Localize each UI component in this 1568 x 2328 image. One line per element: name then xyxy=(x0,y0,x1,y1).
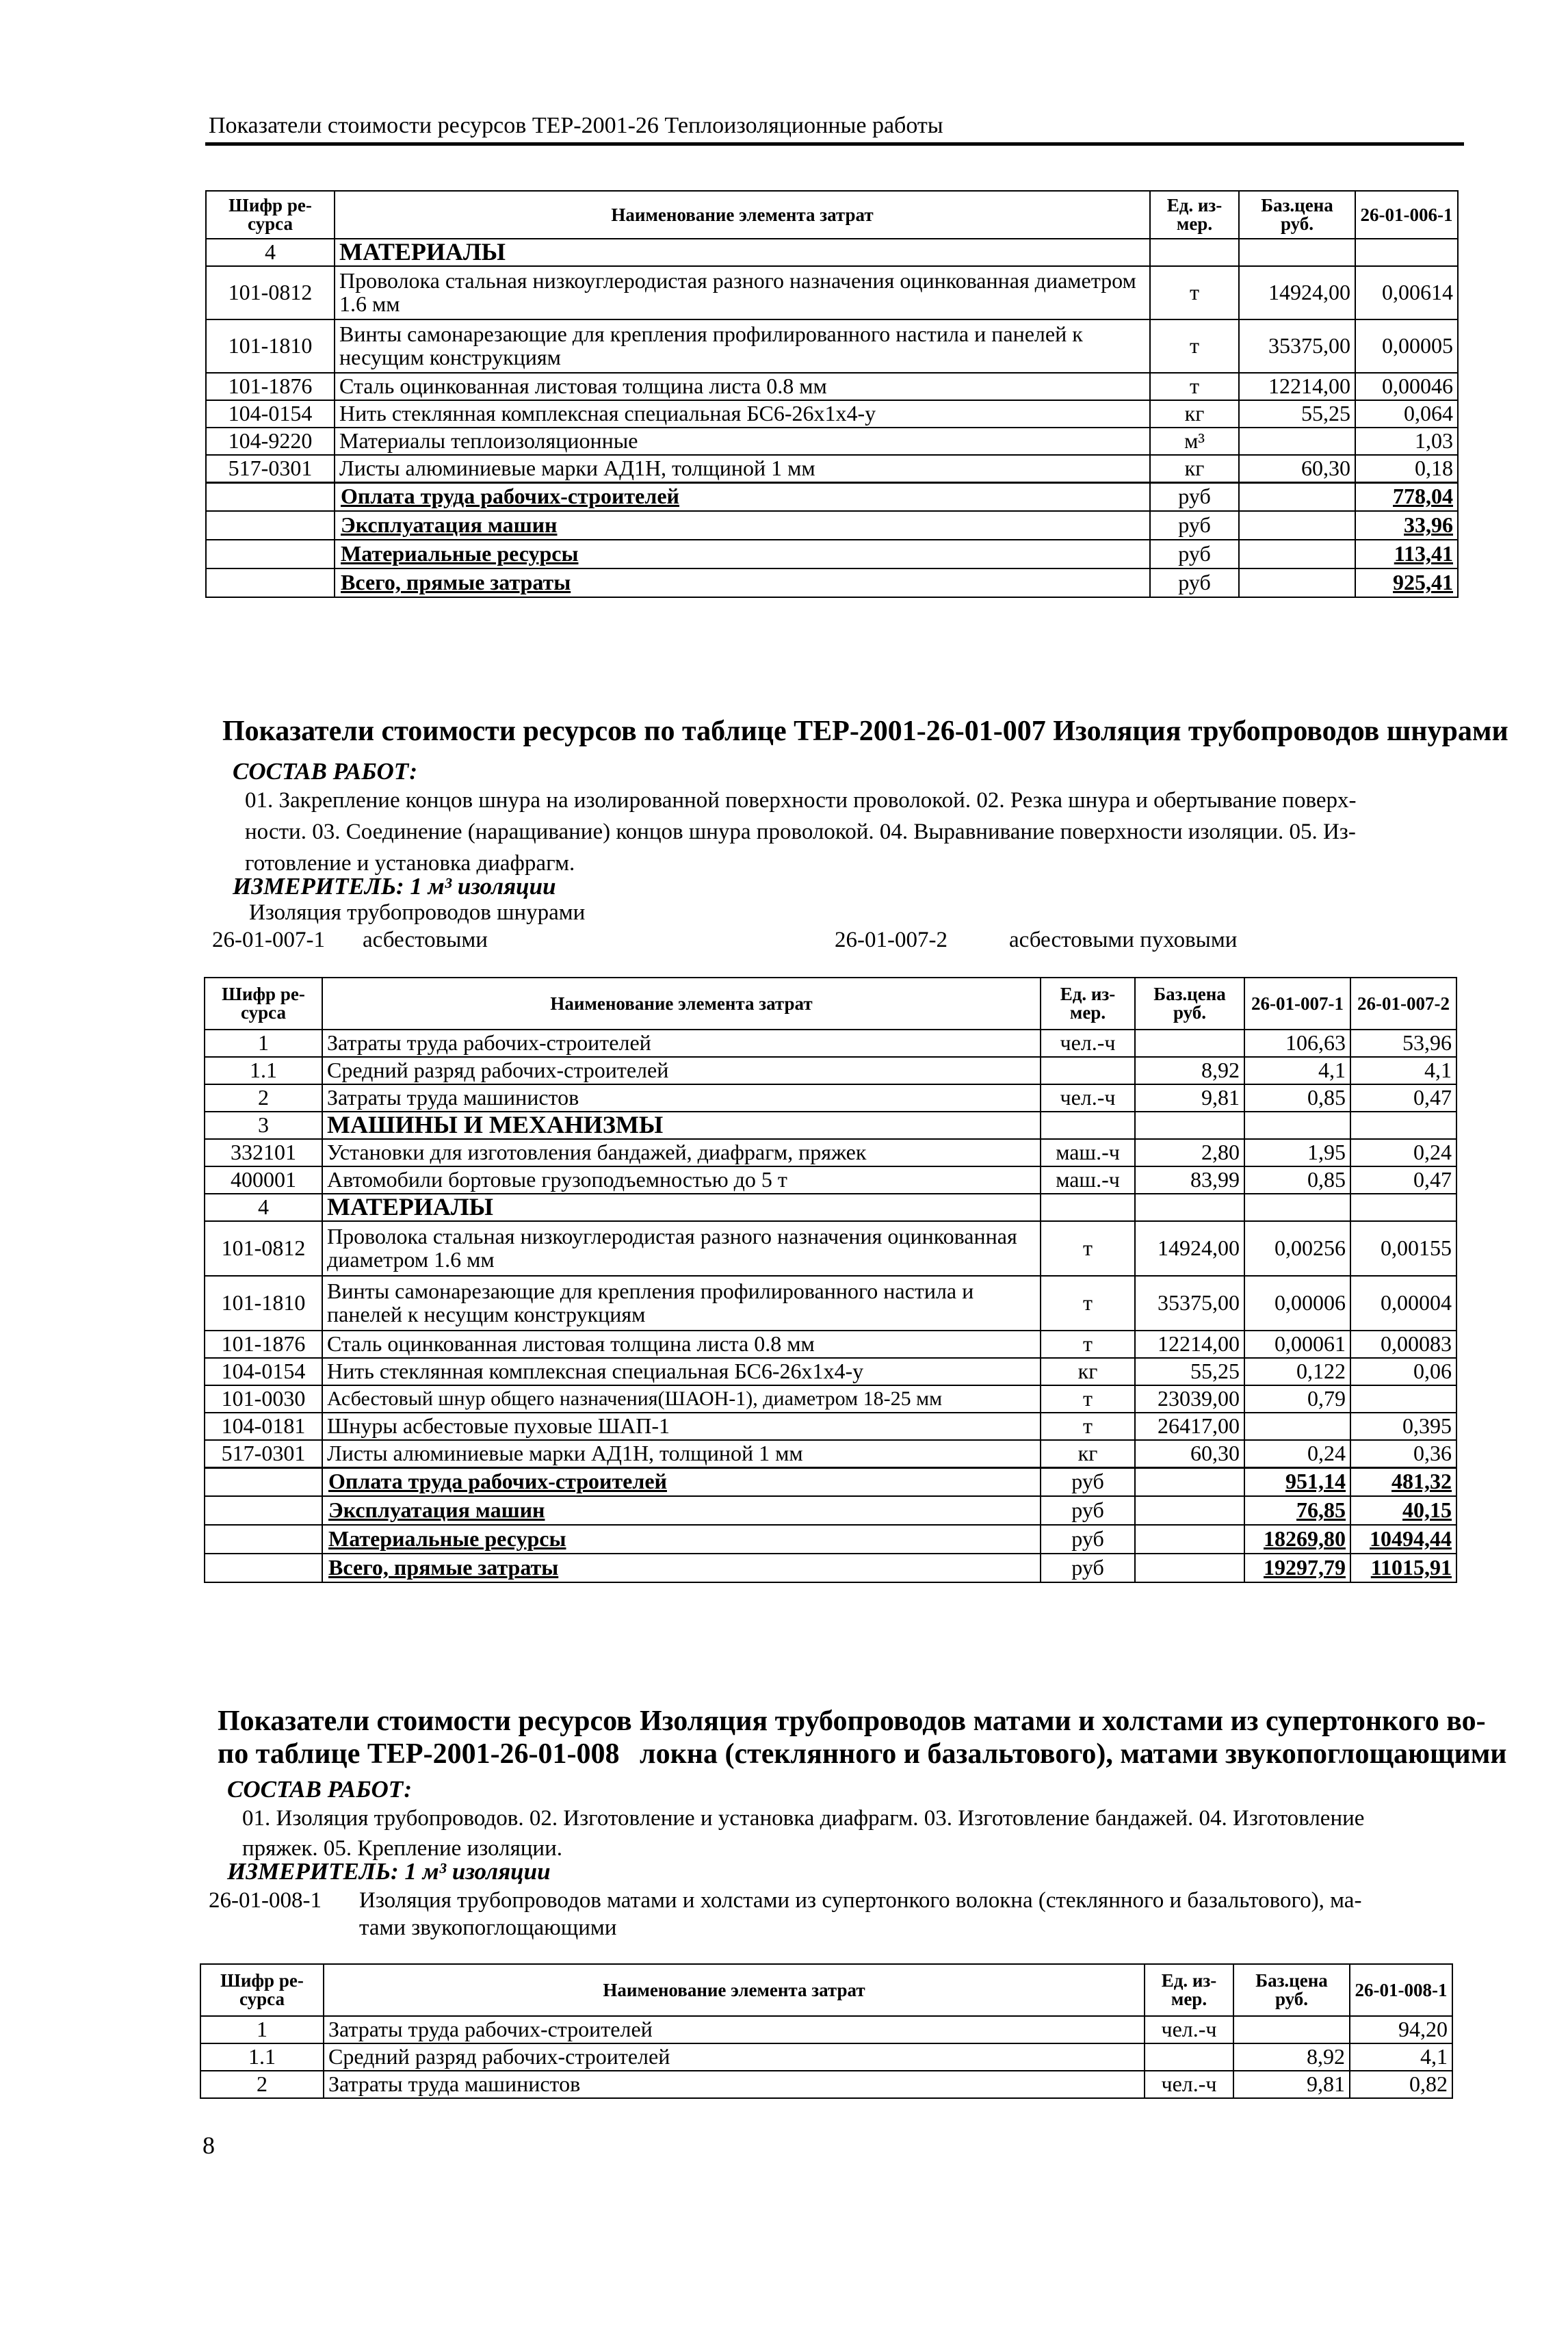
cell-code: 101-1810 xyxy=(206,319,335,373)
cell-name: Винты самонарезающие для крепления профилированного настила и панелей к несущим конструкциям xyxy=(335,319,1150,373)
header-norm: 26-01-006-1 xyxy=(1355,191,1458,239)
cell-code: 101-0812 xyxy=(206,266,335,319)
izmeritel: ИЗМЕРИТЕЛЬ: 1 м³ изоляции xyxy=(233,873,556,900)
cell-name: Проволока стальная низкоуглеродистая разного назначения оцинкованная диаметром 1.6 мм xyxy=(335,266,1150,319)
cell-price xyxy=(1135,1030,1244,1057)
variant-code: 26-01-008-1 xyxy=(209,1888,322,1913)
sostav-text: ности. 03. Соединение (наращивание) концов шнура проволокой. 04. Выравнивание поверхности изоляции. 05. Из- xyxy=(245,820,1356,844)
header-unit: Ед. из-мер. xyxy=(1145,1964,1233,2016)
total-unit: руб xyxy=(1041,1554,1135,1582)
table-row xyxy=(206,319,1458,373)
cell-code: 104-0154 xyxy=(206,400,335,428)
cell-value: 0,85 xyxy=(1244,1084,1350,1112)
table-row xyxy=(205,1139,1456,1166)
cell-unit: т xyxy=(1150,319,1239,373)
cell-price: 55,25 xyxy=(1239,400,1355,428)
resource-table-26-01-008 xyxy=(200,1963,1453,2099)
table-row xyxy=(205,1112,1456,1139)
cell-unit: кг xyxy=(1041,1440,1135,1467)
subtitle: Изоляция трубопроводов шнурами xyxy=(249,900,586,925)
cell-value: 0,82 xyxy=(1350,2071,1452,2098)
total-unit: руб xyxy=(1150,540,1239,568)
cell-name: Шнуры асбестовые пуховые ШАП-1 xyxy=(322,1413,1041,1440)
cell-code: 4 xyxy=(205,1194,322,1221)
section-title-left: по таблице ТЕР-2001-26-01-008 xyxy=(218,1738,620,1770)
cell-unit: т xyxy=(1041,1221,1135,1276)
cell-name: Средний разряд рабочих-строителей xyxy=(324,2043,1145,2071)
table-row xyxy=(205,1331,1456,1358)
cell-code: 400001 xyxy=(205,1166,322,1194)
cell-price: 23039,00 xyxy=(1135,1385,1244,1413)
total-label: Оплата труда рабочих-строителей xyxy=(335,482,1150,511)
cell-code: 101-1876 xyxy=(206,373,335,400)
cell-value: 0,47 xyxy=(1350,1166,1456,1194)
cell-name: Асбестовый шнур общего назначения(ШАОН-1), диаметром 18-25 мм xyxy=(322,1385,1041,1413)
total-unit: руб xyxy=(1041,1525,1135,1554)
total-label: Эксплуатация машин xyxy=(322,1496,1041,1525)
cell-unit: т xyxy=(1041,1413,1135,1440)
total-price xyxy=(1135,1525,1244,1554)
cell-code: 4 xyxy=(206,239,335,266)
variant-desc: Изоляция трубопроводов матами и холстами из супертонкого волокна (стеклянного и базальтового), ма- xyxy=(359,1888,1362,1913)
total-label: Материальные ресурсы xyxy=(335,540,1150,568)
cell-price: 12214,00 xyxy=(1239,373,1355,400)
cell-price xyxy=(1233,2016,1350,2043)
total-unit: руб xyxy=(1150,482,1239,511)
table-row xyxy=(206,373,1458,400)
cell-code: 101-0812 xyxy=(205,1221,322,1276)
cell-code: 2 xyxy=(200,2071,324,2098)
cell-value: 4,1 xyxy=(1350,1057,1456,1084)
table-row xyxy=(206,428,1458,455)
cell-code: 104-0154 xyxy=(205,1358,322,1385)
cell-value: 0,18 xyxy=(1355,455,1458,482)
cell-unit: кг xyxy=(1150,400,1239,428)
cell-price: 83,99 xyxy=(1135,1166,1244,1194)
cell-value: 0,24 xyxy=(1244,1440,1350,1467)
total-row xyxy=(206,511,1458,540)
cell-value: 0,00061 xyxy=(1244,1331,1350,1358)
total-value: 33,96 xyxy=(1355,511,1458,540)
cell-unit: т xyxy=(1041,1385,1135,1413)
variant-desc: асбестовыми пуховыми xyxy=(1009,928,1238,952)
table-row xyxy=(205,1440,1456,1467)
header-norm: 26-01-007-2 xyxy=(1350,978,1456,1030)
cell-name: Нить стеклянная комплексная специальная БС6-26х1х4-у xyxy=(335,400,1150,428)
table-row xyxy=(205,1276,1456,1331)
total-price xyxy=(1239,482,1355,511)
total-price xyxy=(1135,1554,1244,1582)
cell-unit: чел.-ч xyxy=(1145,2016,1233,2043)
izmeritel: ИЗМЕРИТЕЛЬ: 1 м³ изоляции xyxy=(227,1858,551,1885)
sostav-label: СОСТАВ РАБОТ: xyxy=(233,758,418,785)
cell-price: 60,30 xyxy=(1239,455,1355,482)
cell-name: Установки для изготовления бандажей, диафрагм, пряжек xyxy=(322,1139,1041,1166)
cell-code: 517-0301 xyxy=(205,1440,322,1467)
header-code: Шифр ре-сурса xyxy=(200,1964,324,2016)
total-value: 10494,44 xyxy=(1350,1525,1456,1554)
header-norm: 26-01-008-1 xyxy=(1350,1964,1452,2016)
header-code: Шифр ре-сурса xyxy=(205,978,322,1030)
variant-code: 26-01-007-1 xyxy=(212,928,325,952)
cell-name: Затраты труда машинистов xyxy=(324,2071,1145,2098)
cell-price: 26417,00 xyxy=(1135,1413,1244,1440)
cell-unit: т xyxy=(1041,1331,1135,1358)
cell-name: Затраты труда машинистов xyxy=(322,1084,1041,1112)
total-value: 18269,80 xyxy=(1244,1525,1350,1554)
cell-value: 0,395 xyxy=(1350,1413,1456,1440)
table-row xyxy=(206,266,1458,319)
cell-code: 104-9220 xyxy=(206,428,335,455)
cell-price xyxy=(1239,428,1355,455)
cell-price: 8,92 xyxy=(1135,1057,1244,1084)
total-unit: руб xyxy=(1150,511,1239,540)
cell-unit: т xyxy=(1150,373,1239,400)
cell-code: 104-0181 xyxy=(205,1413,322,1440)
cell-name: Листы алюминиевые марки АД1Н, толщиной 1 мм xyxy=(322,1440,1041,1467)
cell-value: 0,36 xyxy=(1350,1440,1456,1467)
cell-unit: маш.-ч xyxy=(1041,1166,1135,1194)
sostav-label: СОСТАВ РАБОТ: xyxy=(227,1776,413,1803)
cell-code: 517-0301 xyxy=(206,455,335,482)
cell-unit xyxy=(1041,1057,1135,1084)
table-row xyxy=(205,1385,1456,1413)
total-unit: руб xyxy=(1041,1496,1135,1525)
total-value: 113,41 xyxy=(1355,540,1458,568)
header-norm: 26-01-007-1 xyxy=(1244,978,1350,1030)
total-row xyxy=(206,482,1458,511)
total-price xyxy=(1239,568,1355,597)
cell-code: 101-1876 xyxy=(205,1331,322,1358)
cell-name: Затраты труда рабочих-строителей xyxy=(322,1030,1041,1057)
cell-value: 0,00155 xyxy=(1350,1221,1456,1276)
table-row xyxy=(205,1194,1456,1221)
cell-price: 14924,00 xyxy=(1135,1221,1244,1276)
total-price xyxy=(1135,1467,1244,1496)
cell-value: 0,00614 xyxy=(1355,266,1458,319)
header-name: Наименование элемента затрат xyxy=(324,1964,1145,2016)
total-price xyxy=(1135,1496,1244,1525)
table-row xyxy=(205,1057,1456,1084)
cell-value: 0,85 xyxy=(1244,1166,1350,1194)
table-row xyxy=(205,1084,1456,1112)
cell-value: 0,122 xyxy=(1244,1358,1350,1385)
cell-code: 1 xyxy=(205,1030,322,1057)
cell-value: 4,1 xyxy=(1350,2043,1452,2071)
section-title: Показатели стоимости ресурсов по таблице ТЕР-2001-26-01-007 Изоляция трубопроводов шнурами xyxy=(222,716,1508,747)
cell-unit: чел.-ч xyxy=(1145,2071,1233,2098)
total-row xyxy=(205,1467,1456,1496)
section-heading: МАТЕРИАЛЫ xyxy=(322,1194,1041,1221)
table-row xyxy=(205,1030,1456,1057)
cell-price: 35375,00 xyxy=(1135,1276,1244,1331)
cell-code: 1.1 xyxy=(200,2043,324,2071)
header-code: Шифр ре-сурса xyxy=(206,191,335,239)
cell-unit: м³ xyxy=(1150,428,1239,455)
cell-value: 53,96 xyxy=(1350,1030,1456,1057)
cell-unit: чел.-ч xyxy=(1041,1030,1135,1057)
cell-unit: т xyxy=(1041,1276,1135,1331)
variant-desc: тами звукопоглощающими xyxy=(359,1915,617,1940)
cell-value: 0,00004 xyxy=(1350,1276,1456,1331)
section-title-left: Показатели стоимости ресурсов xyxy=(218,1705,632,1737)
total-row xyxy=(206,568,1458,597)
cell-value: 94,20 xyxy=(1350,2016,1452,2043)
cell-value xyxy=(1350,1385,1456,1413)
header-unit: Ед. из-мер. xyxy=(1150,191,1239,239)
cell-name: Нить стеклянная комплексная специальная БС6-26х1х4-у xyxy=(322,1358,1041,1385)
cell-name: Автомобили бортовые грузоподъемностью до 5 т xyxy=(322,1166,1041,1194)
total-price xyxy=(1239,540,1355,568)
cell-name: Средний разряд рабочих-строителей xyxy=(322,1057,1041,1084)
cell-price: 8,92 xyxy=(1233,2043,1350,2071)
cell-code: 332101 xyxy=(205,1139,322,1166)
section-heading: МАТЕРИАЛЫ xyxy=(335,239,1150,266)
cell-unit: кг xyxy=(1041,1358,1135,1385)
total-price xyxy=(1239,511,1355,540)
table-row xyxy=(206,400,1458,428)
total-unit: руб xyxy=(1041,1467,1135,1496)
cell-name: Сталь оцинкованная листовая толщина листа 0.8 мм xyxy=(322,1331,1041,1358)
cell-price: 2,80 xyxy=(1135,1139,1244,1166)
cell-unit: чел.-ч xyxy=(1041,1084,1135,1112)
cell-value: 1,03 xyxy=(1355,428,1458,455)
header-price: Баз.цена руб. xyxy=(1239,191,1355,239)
table-row xyxy=(200,2071,1452,2098)
cell-price: 60,30 xyxy=(1135,1440,1244,1467)
total-value: 76,85 xyxy=(1244,1496,1350,1525)
cell-code: 101-1810 xyxy=(205,1276,322,1331)
cell-code: 101-0030 xyxy=(205,1385,322,1413)
table-row xyxy=(205,1166,1456,1194)
cell-value: 0,064 xyxy=(1355,400,1458,428)
header-name: Наименование элемента затрат xyxy=(335,191,1150,239)
table-row xyxy=(206,455,1458,482)
cell-value: 0,24 xyxy=(1350,1139,1456,1166)
cell-name: Затраты труда рабочих-строителей xyxy=(324,2016,1145,2043)
table-row xyxy=(206,239,1458,266)
cell-price: 55,25 xyxy=(1135,1358,1244,1385)
header-price: Баз.цена руб. xyxy=(1135,978,1244,1030)
page-header: Показатели стоимости ресурсов ТЕР-2001-26 Теплоизоляционные работы xyxy=(209,113,943,138)
cell-value: 0,00005 xyxy=(1355,319,1458,373)
table-row xyxy=(205,1221,1456,1276)
cell-value: 0,00256 xyxy=(1244,1221,1350,1276)
cell-unit: маш.-ч xyxy=(1041,1139,1135,1166)
section-title-right: Изоляция трубопроводов матами и холстами из супертонкого во- xyxy=(640,1705,1486,1737)
cell-value: 0,79 xyxy=(1244,1385,1350,1413)
cell-value: 0,00083 xyxy=(1350,1331,1456,1358)
total-row xyxy=(205,1496,1456,1525)
header-name: Наименование элемента затрат xyxy=(322,978,1041,1030)
cell-unit: т xyxy=(1150,266,1239,319)
total-label: Эксплуатация машин xyxy=(335,511,1150,540)
resource-table-26-01-006 xyxy=(205,190,1459,598)
sostav-text: 01. Закрепление концов шнура на изолированной поверхности проволокой. 02. Резка шнура и обертывание поверх- xyxy=(245,788,1357,813)
cell-value: 0,06 xyxy=(1350,1358,1456,1385)
cell-value: 1,95 xyxy=(1244,1139,1350,1166)
cell-price: 35375,00 xyxy=(1239,319,1355,373)
total-row xyxy=(205,1554,1456,1582)
page-number: 8 xyxy=(202,2132,215,2159)
cell-name: Сталь оцинкованная листовая толщина листа 0.8 мм xyxy=(335,373,1150,400)
table-row xyxy=(205,1358,1456,1385)
cell-value: 0,00046 xyxy=(1355,373,1458,400)
total-value: 11015,91 xyxy=(1350,1554,1456,1582)
cell-name: Листы алюминиевые марки АД1Н, толщиной 1 мм xyxy=(335,455,1150,482)
cell-price: 12214,00 xyxy=(1135,1331,1244,1358)
cell-code: 1 xyxy=(200,2016,324,2043)
cell-value: 0,00006 xyxy=(1244,1276,1350,1331)
table-row xyxy=(205,1413,1456,1440)
cell-code: 3 xyxy=(205,1112,322,1139)
total-label: Всего, прямые затраты xyxy=(335,568,1150,597)
cell-unit: кг xyxy=(1150,455,1239,482)
total-value: 951,14 xyxy=(1244,1467,1350,1496)
total-label: Всего, прямые затраты xyxy=(322,1554,1041,1582)
cell-unit xyxy=(1145,2043,1233,2071)
total-label: Материальные ресурсы xyxy=(322,1525,1041,1554)
cell-name: Проволока стальная низкоуглеродистая разного назначения оцинкованная диаметром 1.6 мм xyxy=(322,1221,1041,1276)
cell-value: 0,47 xyxy=(1350,1084,1456,1112)
total-value: 19297,79 xyxy=(1244,1554,1350,1582)
total-row xyxy=(206,540,1458,568)
header-rule xyxy=(205,142,1464,146)
total-label: Оплата труда рабочих-строителей xyxy=(322,1467,1041,1496)
cell-name: Винты самонарезающие для крепления профилированного настила и панелей к несущим конструкциям xyxy=(322,1276,1041,1331)
table-row xyxy=(200,2016,1452,2043)
variant-code: 26-01-007-2 xyxy=(835,928,948,952)
cell-price: 9,81 xyxy=(1233,2071,1350,2098)
cell-name: Материалы теплоизоляционные xyxy=(335,428,1150,455)
cell-value: 4,1 xyxy=(1244,1057,1350,1084)
section-title-right: локна (стеклянного и базальтового), матами звукопоглощающими xyxy=(640,1738,1507,1770)
total-value: 778,04 xyxy=(1355,482,1458,511)
resource-table-26-01-007 xyxy=(204,977,1457,1583)
cell-value xyxy=(1244,1413,1350,1440)
section-heading: МАШИНЫ И МЕХАНИЗМЫ xyxy=(322,1112,1041,1139)
cell-code: 2 xyxy=(205,1084,322,1112)
total-unit: руб xyxy=(1150,568,1239,597)
header-price: Баз.цена руб. xyxy=(1233,1964,1350,2016)
sostav-text: готовление и установка диафрагм. xyxy=(245,851,575,876)
cell-code: 1.1 xyxy=(205,1057,322,1084)
variant-desc: асбестовыми xyxy=(363,928,488,952)
sostav-text: 01. Изоляция трубопроводов. 02. Изготовление и установка диафрагм. 03. Изготовление бандажей. 04. Изготовление xyxy=(242,1806,1365,1831)
table-row xyxy=(200,2043,1452,2071)
cell-price: 9,81 xyxy=(1135,1084,1244,1112)
total-value: 40,15 xyxy=(1350,1496,1456,1525)
total-value: 481,32 xyxy=(1350,1467,1456,1496)
total-value: 925,41 xyxy=(1355,568,1458,597)
cell-price: 14924,00 xyxy=(1239,266,1355,319)
cell-value: 106,63 xyxy=(1244,1030,1350,1057)
sostav-text: пряжек. 05. Крепление изоляции. xyxy=(242,1836,562,1861)
total-row xyxy=(205,1525,1456,1554)
header-unit: Ед. из-мер. xyxy=(1041,978,1135,1030)
